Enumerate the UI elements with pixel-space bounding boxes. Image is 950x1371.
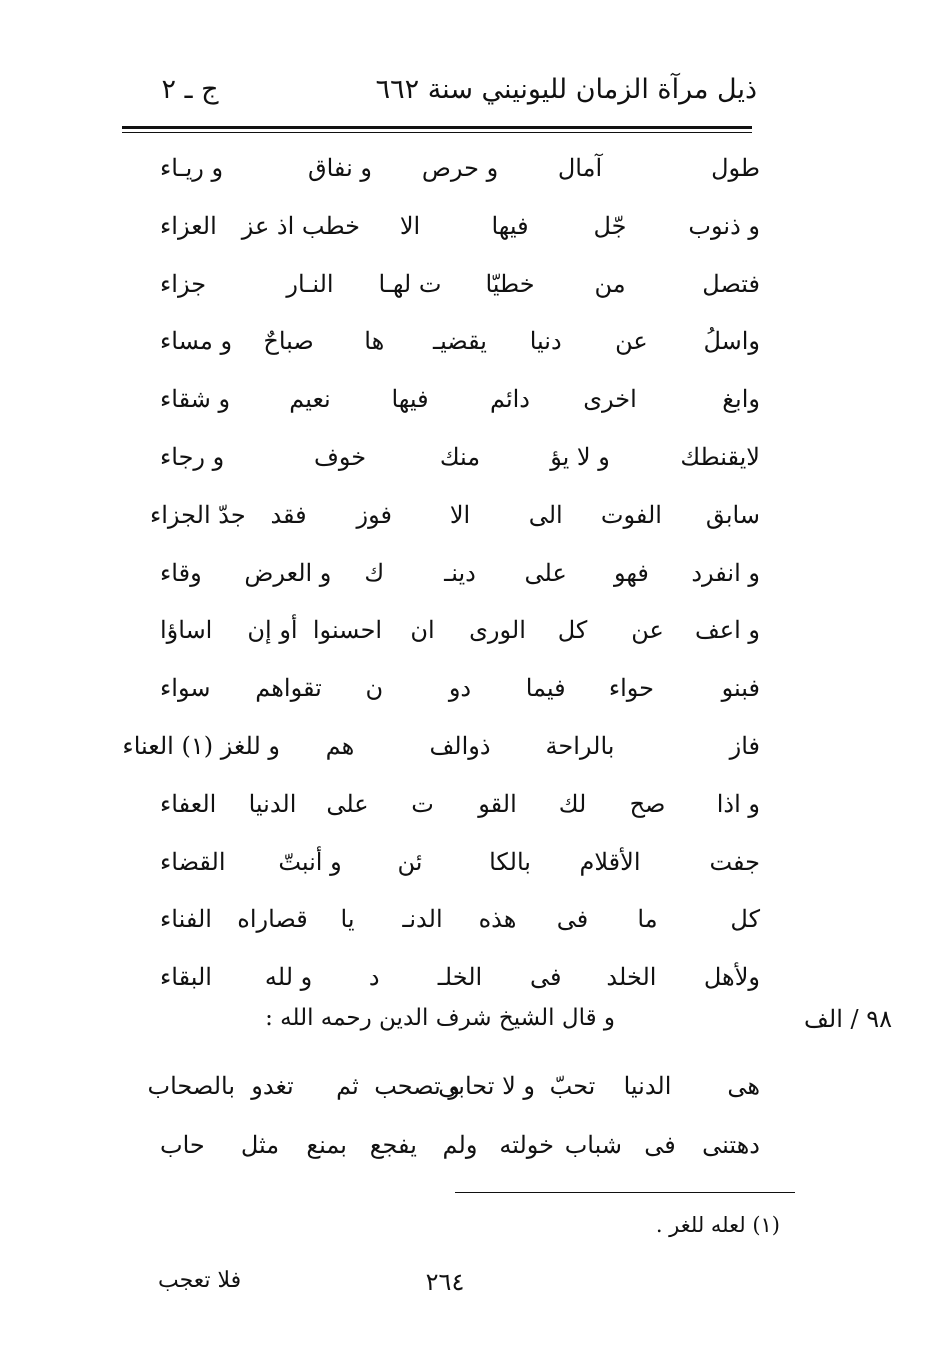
margin-folio-marker: ٩٨ / الف bbox=[804, 1005, 892, 1033]
poem-2-introduction: و قال الشيخ شرف الدين رحمه الله : bbox=[265, 1005, 615, 1031]
page-number: ٢٦٤ bbox=[425, 1268, 465, 1296]
poem1-word: نعيم bbox=[289, 385, 331, 414]
poem1-word: واسلُ bbox=[703, 327, 760, 356]
poem1-word: دو bbox=[448, 674, 472, 703]
poem1-word: الخلد bbox=[606, 963, 657, 992]
poem1-word: ذوالف bbox=[429, 732, 491, 760]
poem1-word: فبنو bbox=[721, 674, 760, 703]
poem1-word: و رجاء bbox=[160, 443, 225, 471]
poem1-word: العزاء bbox=[160, 211, 217, 240]
poem2-word: دهتنى bbox=[702, 1131, 760, 1159]
poem2-word: تحبّ bbox=[549, 1072, 596, 1100]
poem2-word: فى bbox=[644, 1131, 676, 1159]
poem1-word: فيها bbox=[491, 211, 529, 240]
poem1-word: لك bbox=[558, 789, 587, 818]
poem1-word: الدنيا bbox=[248, 789, 297, 818]
poem1-word: و نفاق bbox=[308, 154, 372, 182]
poem1-word: فهو bbox=[613, 558, 649, 587]
poem1-word: صح bbox=[629, 789, 666, 818]
poem1-word: فيها bbox=[391, 385, 429, 414]
poem1-word: و اعف bbox=[694, 616, 760, 645]
poem1-word: فيما bbox=[525, 674, 566, 703]
poem1-word: خطب اذ عز bbox=[241, 211, 360, 240]
poem1-word: دنيا bbox=[529, 327, 562, 356]
poem1-word: و أنبتّ bbox=[278, 847, 342, 876]
header-rule-thin bbox=[122, 132, 752, 133]
poem1-word: القو bbox=[478, 789, 517, 818]
poem1-word: قصاراه bbox=[237, 905, 308, 934]
poem1-word: أو إن bbox=[247, 616, 298, 645]
poem1-word: لايقنطك bbox=[680, 443, 760, 471]
poem1-word: العفاء bbox=[160, 789, 217, 818]
poem1-word: و اذا bbox=[716, 789, 760, 818]
poem1-line bbox=[160, 148, 760, 188]
poem1-word: على bbox=[326, 789, 369, 818]
poem2-word: هى bbox=[727, 1072, 760, 1100]
poem1-word: و ريـاء bbox=[160, 154, 224, 182]
poem1-line bbox=[160, 957, 760, 997]
poem1-line bbox=[160, 610, 760, 650]
poem1-word: ولأهل bbox=[703, 963, 760, 992]
poem1-word: دينـ bbox=[444, 558, 476, 587]
poem1-word: الفوت bbox=[600, 500, 662, 529]
header-rule-thick bbox=[122, 126, 752, 129]
poem1-word: فى bbox=[556, 905, 589, 934]
poem1-word: الدنـ bbox=[402, 905, 443, 934]
poem1-line bbox=[122, 726, 760, 766]
poem2-word: حاب bbox=[160, 1131, 205, 1159]
poem1-word: على bbox=[524, 558, 567, 587]
catchword: فلا تعجب bbox=[158, 1268, 242, 1293]
poem1-word: ما bbox=[637, 905, 658, 934]
poem1-word: الورى bbox=[469, 616, 526, 645]
poem1-word: و ذنوب bbox=[688, 211, 760, 240]
poem1-word: هم bbox=[325, 732, 355, 760]
poem1-word: سابق bbox=[705, 500, 760, 529]
poem1-line bbox=[160, 899, 760, 939]
poem1-word: ن bbox=[365, 674, 384, 703]
poem1-word: من bbox=[594, 269, 626, 298]
poem1-word: بالراحة bbox=[545, 732, 615, 760]
poem1-word: جّل bbox=[593, 211, 627, 240]
poem1-word: بالكا bbox=[489, 847, 531, 876]
poem1-word: وابغ bbox=[722, 385, 760, 414]
poem1-word: الى bbox=[528, 500, 563, 529]
poem1-word: منك bbox=[439, 443, 481, 471]
poem1-word: و انفرد bbox=[691, 558, 760, 587]
poem1-line bbox=[160, 437, 760, 477]
poem1-word: جفت bbox=[709, 847, 760, 876]
poem2-word: شباب bbox=[564, 1131, 622, 1159]
poem1-word: جزاء bbox=[160, 269, 207, 298]
poem1-word: ك bbox=[364, 558, 385, 587]
poem2-word: و لا تحابى bbox=[438, 1072, 535, 1100]
poem1-word: وقاء bbox=[160, 558, 202, 587]
poem1-line bbox=[160, 784, 760, 824]
poem1-word: و لا يؤ bbox=[550, 443, 610, 471]
poem1-word: الفناء bbox=[160, 905, 212, 934]
poem1-word: الخلـ bbox=[437, 963, 483, 992]
footnote: (١) لعله للغر . bbox=[655, 1213, 780, 1237]
poem1-word: فى bbox=[529, 963, 562, 992]
poem1-word: الأقلام bbox=[579, 847, 641, 876]
poem1-line bbox=[160, 668, 760, 708]
running-header-volume: ج ـ ٢ bbox=[161, 74, 219, 105]
poem2-word: و تصحب bbox=[374, 1072, 460, 1100]
poem1-word: فوز bbox=[356, 500, 392, 529]
poem1-word: آمال bbox=[557, 154, 603, 182]
poem2-line bbox=[160, 1125, 760, 1165]
poem1-word: الا bbox=[449, 500, 471, 529]
poem1-word: ت لهـا bbox=[378, 269, 442, 298]
poem2-word: بمنع bbox=[306, 1131, 347, 1159]
poem1-word: ت bbox=[411, 789, 434, 818]
poem1-line bbox=[160, 264, 760, 304]
poem1-word: النـار bbox=[286, 269, 334, 298]
poem2-word: تغدو bbox=[251, 1072, 294, 1100]
poem1-word: جدّ الجزاء bbox=[149, 500, 246, 529]
footnote-rule bbox=[455, 1192, 795, 1193]
poem1-word: د bbox=[368, 963, 380, 992]
poem2-word: خولته bbox=[499, 1131, 554, 1159]
poem1-word: ئن bbox=[397, 847, 423, 876]
poem2-word: يفجع bbox=[369, 1131, 417, 1159]
poem1-word: و شقاء bbox=[160, 385, 231, 414]
poem1-word: ها bbox=[364, 327, 385, 356]
poem1-word: و مساء bbox=[160, 327, 233, 356]
poem1-line bbox=[160, 553, 760, 593]
poem1-word: و حرص bbox=[421, 154, 499, 182]
poem1-word: اساؤا bbox=[160, 616, 213, 645]
poem1-word: اخرى bbox=[583, 385, 637, 414]
poem1-word: كل bbox=[730, 905, 760, 934]
poem1-word: فاز bbox=[729, 732, 760, 760]
poem1-line bbox=[160, 206, 760, 246]
poem1-word: كل bbox=[557, 616, 588, 645]
poem1-line bbox=[160, 379, 760, 419]
poem1-word: احسنوا bbox=[312, 616, 383, 645]
poem1-line bbox=[160, 321, 760, 361]
poem2-word: بالصحاب bbox=[147, 1072, 235, 1100]
poem1-word: سواء bbox=[160, 674, 211, 703]
poem1-word: و لله bbox=[264, 963, 313, 992]
poem1-word: يقضيـ bbox=[433, 327, 487, 356]
poem1-word: يا bbox=[340, 905, 355, 934]
poem1-word: البقاء bbox=[160, 963, 212, 992]
poem1-word: هذه bbox=[478, 905, 517, 934]
poem1-word: صباحٌ bbox=[263, 327, 314, 356]
poem1-word: الا bbox=[399, 211, 421, 240]
poem1-word: و للغز (١) العناء bbox=[122, 732, 280, 760]
poem1-word: القضاء bbox=[160, 847, 226, 876]
poem1-word: فقد bbox=[270, 500, 307, 529]
poem2-word: الدنيا bbox=[623, 1072, 672, 1100]
poem1-word: طول bbox=[711, 154, 760, 182]
poem1-word: خطيّا bbox=[485, 269, 535, 298]
poem1-line bbox=[160, 842, 760, 882]
poem1-line bbox=[149, 495, 760, 535]
poem1-word: و العرض bbox=[244, 558, 332, 587]
poem2-word: مثل bbox=[240, 1131, 280, 1159]
poem1-word: تقواهم bbox=[255, 674, 322, 703]
poem1-word: ان bbox=[410, 616, 435, 645]
poem1-word: عن bbox=[615, 327, 648, 356]
running-header-title: ذيل مرآة الزمان لليونيني سنة ٦٦٢ bbox=[375, 74, 757, 105]
poem1-word: فتصل bbox=[702, 269, 760, 298]
poem1-word: حواء bbox=[608, 674, 654, 703]
poem1-word: عن bbox=[631, 616, 664, 645]
poem1-word: خوف bbox=[313, 443, 367, 471]
poem2-word: ولم bbox=[442, 1131, 478, 1159]
poem1-word: دائم bbox=[489, 385, 530, 414]
poem2-word: ثم bbox=[336, 1072, 359, 1100]
poem2-line bbox=[147, 1066, 760, 1106]
